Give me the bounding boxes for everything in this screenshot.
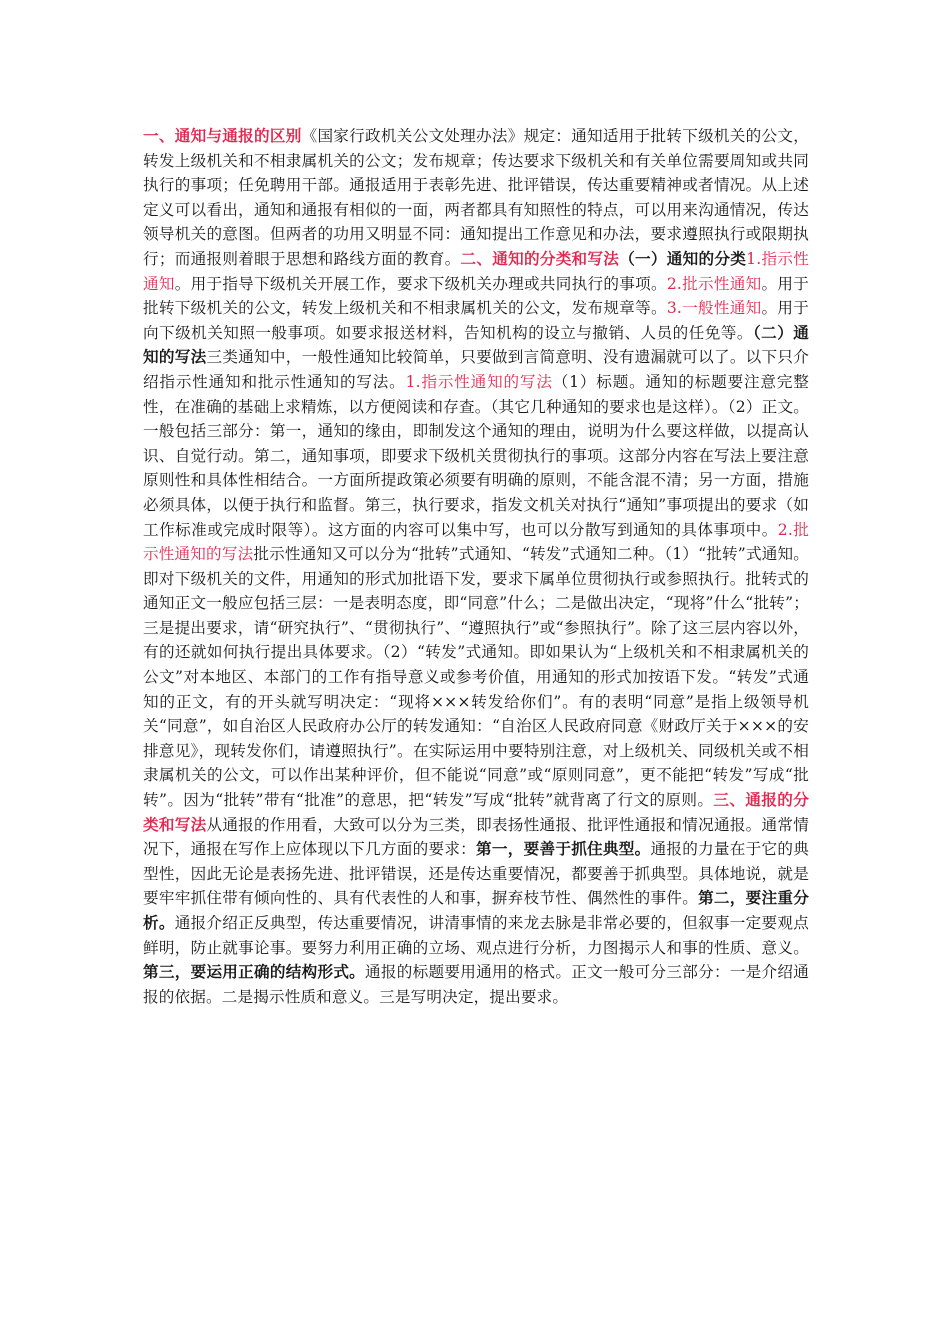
requirement-label: 第二，要注重分析。 bbox=[143, 888, 809, 932]
document-body bbox=[143, 124, 809, 1009]
paragraph-text: （1）标题。通知的标题要注意完整性，在准确的基础上求精炼，以方便阅读和存查。（其它几种通知的要求也是这样）。（2）正文。一般包括三部分：第一，通知的缘由，即制发这个通知的理由，说明为什么要这样做，以提高认识、自觉行动。第二，通知事项，即要求下级机关贯彻执行的事项。这部分内容在写法上要注意原则性和具体性相结合。一方面所提政策必须要有明确的原则，不能含混不清；另一方面，措施必须具体，以便于执行和监督。第三，执行要求，指发文机关对执行“通知”事项提出的要求（如工作标准或完成时限等）。这方面的内容可以集中写，也可以分散写到通知的具体事项中。 bbox=[143, 372, 809, 539]
paragraph-text: 三类通知中，一般性通知比较简单，只要做到言简意明、没有遗漏就可以了。以下只介绍指示性通知和批示性通知的写法。 bbox=[143, 348, 810, 391]
item-label: 2.批示性通知的写法 bbox=[143, 520, 810, 564]
paragraph-text: 《国家行政机关公文处理办法》规定：通知适用于批转下级机关的公文，转发上级机关和不相隶属机关的公文；发布规章；传达要求下级机关和有关单位需要周知或共同执行的事项；任免聘用干部。通报适用于表彰先进、批评错误，传达重要精神或者情况。从上述定义可以看出，通知和通报有相似的一面，两者都具有知照性的特点，可以用来沟通情况，传达领导机关的意图。但两者的功用又明显不同：通知提出工作意见和办法，要求遵照执行或限期执行；而通报则着眼于思想和路线方面的教育。 bbox=[143, 127, 809, 268]
paragraph-text: 。用于向下级机关知照一般事项。如要求报送材料，告知机构的设立与撤销、人员的任免等。 bbox=[143, 299, 810, 342]
item-label: 1.指示性通知 bbox=[143, 249, 809, 293]
paragraph-text: 从通报的作用看，大致可以分为三类，即表扬性通报、批评性通报和情况通报。通常情况下，通报在写作上应体现以下几方面的要求： bbox=[143, 815, 810, 859]
paragraph-text: 通报介绍正反典型，传达重要情况，讲清事情的来龙去脉是非常必要的，但叙事一定要观点鲜明，防止就事论事。要努力利用正确的立场、观点进行分析，力图揭示人和事的性质、意义。 bbox=[143, 914, 809, 957]
heading-3: 三、通报的分类和写法 bbox=[143, 790, 810, 834]
paragraph-text: 批示性通知又可以分为“批转”式通知、“转发”式通知二种。（1）“批转”式通知。即对下级机关的文件，用通知的形式加批语下发，要求下属单位贯彻执行或参照执行。批转式的通知正文一般应包括三层：一是表明态度，即“同意”什么；二是做出决定，“现将”什么“批转”；三是提出要求，请“研究执行”、“贯彻执行”、“遵照执行”或“参照执行”。除了这三层内容以外，有的还就如何执行提出具体要求。（2）“转发”式通知。即如果认为“上级机关和不相隶属机关的公文”对本地区、本部门的工作有指导意义或参考价值，用通知的形式加按语下发。“转发”式通知的正文，有的开头就写明决定：“现将×××转发给你们”。有的表明“同意”是指上级领导机关“同意”，如自治区人民政府办公厅的转发通知：“自治区人民政府同意《财政厅关于×××的安排意见》，现转发你们，请遵照执行”。在实际运用中要特别注意，对上级机关、同级机关或不相隶属机关的公文，可以作出某种评价，但不能说“同意”或“原则同意”，更不能把“转发”写成“批转”。因为“批转”带有“批准”的意思，把“转发”写成“批转”就背离了行文的原则。 bbox=[143, 545, 809, 810]
paragraph-text: 。用于指导下级机关开展工作，要求下级机关办理或共同执行的事项。 bbox=[174, 274, 667, 293]
requirement-label: 第三，要运用正确的结构形式。 bbox=[143, 962, 366, 982]
paragraph-text: 通报的力量在于它的典型性，因此无论是表扬先进、批评错误，还是传达重要情况，都要善于抓典型。具体地说，就是要牢牢抓住带有倾向性的、具有代表性的人和事，摒弃枝节性、偶然性的事件。 bbox=[143, 840, 809, 908]
requirement-label: 第一，要善于抓住典型。 bbox=[476, 839, 651, 859]
item-label: 3.一般性通知 bbox=[666, 299, 762, 318]
heading-1: 一、通知与通报的区别 bbox=[143, 126, 302, 145]
subheading: （一）通知的分类 bbox=[619, 248, 747, 268]
paragraph-text: 。用于批转下级机关的公文，转发上级机关和不相隶属机关的公文，发布规章等。 bbox=[143, 274, 809, 318]
paragraph-text: 通报的标题要用通用的格式。正文一般可分三部分：一是介绍通报的依据。二是揭示性质和意义。三是写明决定，提出要求。 bbox=[143, 963, 810, 1006]
item-label: 1.指示性通知的写法 bbox=[405, 372, 553, 391]
item-label: 2.批示性通知 bbox=[666, 274, 762, 293]
heading-2: 二、通知的分类和写法 bbox=[460, 248, 620, 268]
subheading: （二）通知的写法 bbox=[143, 322, 809, 367]
